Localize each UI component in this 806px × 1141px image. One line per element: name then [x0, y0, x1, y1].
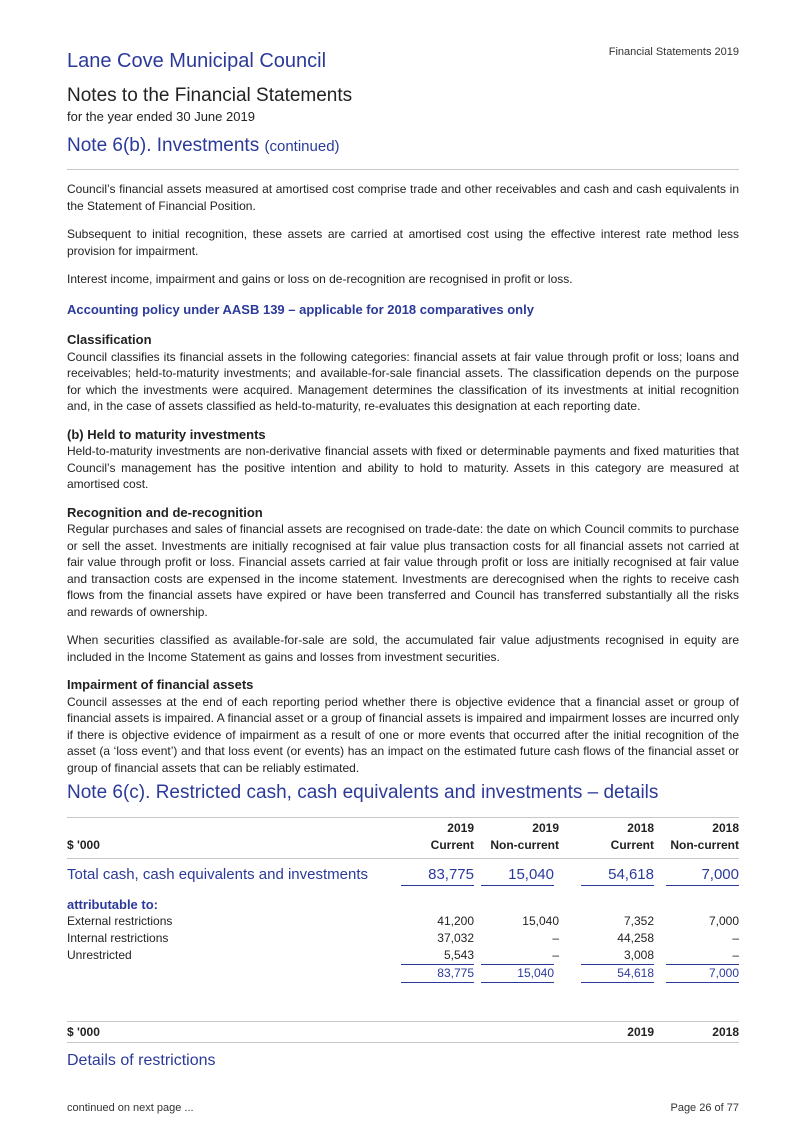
total-label: Total cash, cash equivalents and investments	[67, 866, 369, 883]
column-year: 2018	[712, 821, 739, 835]
cell-value: 7,352	[623, 914, 654, 928]
sum-value: 83,775	[401, 964, 474, 983]
section-heading: Impairment of financial assets	[67, 677, 254, 692]
page-number: Page 26 of 77	[670, 1102, 739, 1114]
paragraph: Council’s financial assets measured at amortised cost comprise trade and other receivables and cash and cash equivalents in the Statement of Financial Position.	[67, 182, 739, 213]
note-6b-body	[67, 181, 739, 788]
document-label: Financial Statements 2019	[608, 46, 739, 58]
cell-value: 3,008	[623, 948, 654, 962]
paragraph: Council assesses at the end of each reporting period whether there is objective evidence that a financial asset or group of financial assets is impaired. A financial asset or a group of financial assets is impaired and impairment losses are incurred only if there is objective evidence of impairment as a result of one or more events that occurred after the initial recognition of the asset (a ‘loss event’) and that loss event (or events) has an impact on the estimated future cash flows of the financial asset or group of financial assets that can be reliably estimated.	[67, 694, 739, 775]
column-type: Current	[610, 838, 654, 852]
divider	[67, 858, 739, 859]
column-type: Non-current	[670, 838, 739, 852]
cell-value: –	[552, 931, 559, 945]
total-value: 54,618	[581, 866, 654, 886]
cell-value: 5,543	[443, 948, 474, 962]
cell-value: 41,200	[437, 914, 474, 928]
total-value: 7,000	[666, 866, 739, 886]
sum-value: 7,000	[666, 964, 739, 983]
cell-value: 7,000	[708, 914, 739, 928]
paragraph: Regular purchases and sales of financial assets are recognised on trade-date: the date on which Council commits to purchase or sell the asset. Investments are initially recognised at fair value plus transaction costs for all financial assets not carried at fair value through profit or loss. Financial assets carried at fair value through profit or loss are initially recognised at fair value and transaction costs are expensed in the income statement. Investments are derecognised when the rights to receive cash flows from the financial assets have expired or have been transferred and Council has transferred substantially all the risks and rewards of ownership.	[67, 522, 739, 619]
column-year: 2019	[447, 821, 474, 835]
column-type: Current	[430, 838, 474, 852]
total-value: 15,040	[481, 866, 554, 886]
paragraph: Council classifies its financial assets in the following categories: financial assets at fair value through profit or loss; loans and receivables; held-to-maturity investments; and available-for-sale financial assets. The classification depends on the purpose for which the investments were acquired. Management determines the classification of its investments at initial recognition and, in the case of assets classified as held-to-maturity, re-evaluates this designation at each reporting date.	[67, 349, 739, 413]
section-heading: Classification	[67, 332, 152, 347]
note-6b-continued: (continued)	[264, 138, 340, 155]
divider	[67, 1042, 739, 1043]
notes-title: Notes to the Financial Statements	[67, 85, 353, 106]
divider	[67, 1021, 739, 1022]
section-heading: (b) Held to maturity investments	[67, 426, 266, 442]
section-heading: Recognition and de-recognition	[67, 504, 263, 520]
attributable-label: attributable to:	[67, 897, 158, 912]
note-6c-title: Note 6(c). Restricted cash, cash equivalents and investments – details	[67, 782, 659, 803]
paragraph: When securities classified as available-for-sale are sold, the accumulated fair value adjustments recognised in equity are included in the Income Statement as gains and losses from investment securities.	[67, 633, 739, 664]
cell-value: –	[732, 931, 739, 945]
column-year: 2019	[627, 1025, 654, 1039]
council-name: Lane Cove Municipal Council	[67, 50, 327, 72]
sum-value: 54,618	[581, 964, 654, 983]
row-label: External restrictions	[67, 914, 173, 928]
cell-value: 44,258	[617, 931, 654, 945]
column-type: Non-current	[490, 838, 559, 852]
note-6b-title	[67, 135, 340, 157]
column-year: 2019	[532, 821, 559, 835]
cell-value: –	[732, 948, 739, 962]
cell-value: –	[552, 948, 559, 962]
paragraph: Interest income, impairment and gains or loss on de-recognition are recognised in profit or loss.	[67, 272, 573, 286]
unit-label: $ '000	[67, 838, 100, 852]
row-label: Unrestricted	[67, 948, 132, 962]
column-year: 2018	[627, 821, 654, 835]
paragraph: Subsequent to initial recognition, these assets are carried at amortised cost using the effective interest rate method less provision for impairment.	[67, 227, 739, 258]
note-6b-title-text: Note 6(b). Investments	[67, 135, 260, 156]
year-subtitle: for the year ended 30 June 2019	[67, 109, 255, 124]
column-year: 2018	[712, 1025, 739, 1039]
cell-value: 15,040	[522, 914, 559, 928]
paragraph: Held-to-maturity investments are non-derivative financial assets with fixed or determinable payments and fixed maturities that Council’s management has the positive intention and ability to hold to maturity. Assets in this category are measured at amortised cost.	[67, 444, 739, 491]
policy-heading: Accounting policy under AASB 139 – applicable for 2018 comparatives only	[67, 301, 534, 317]
details-title: Details of restrictions	[67, 1052, 216, 1069]
unit-label: $ '000	[67, 1025, 100, 1039]
cell-value: 37,032	[437, 931, 474, 945]
total-value: 83,775	[401, 866, 474, 886]
divider	[67, 169, 739, 170]
divider	[67, 817, 739, 818]
continued-note: continued on next page ...	[67, 1102, 194, 1114]
sum-value: 15,040	[481, 964, 554, 983]
row-label: Internal restrictions	[67, 931, 169, 945]
